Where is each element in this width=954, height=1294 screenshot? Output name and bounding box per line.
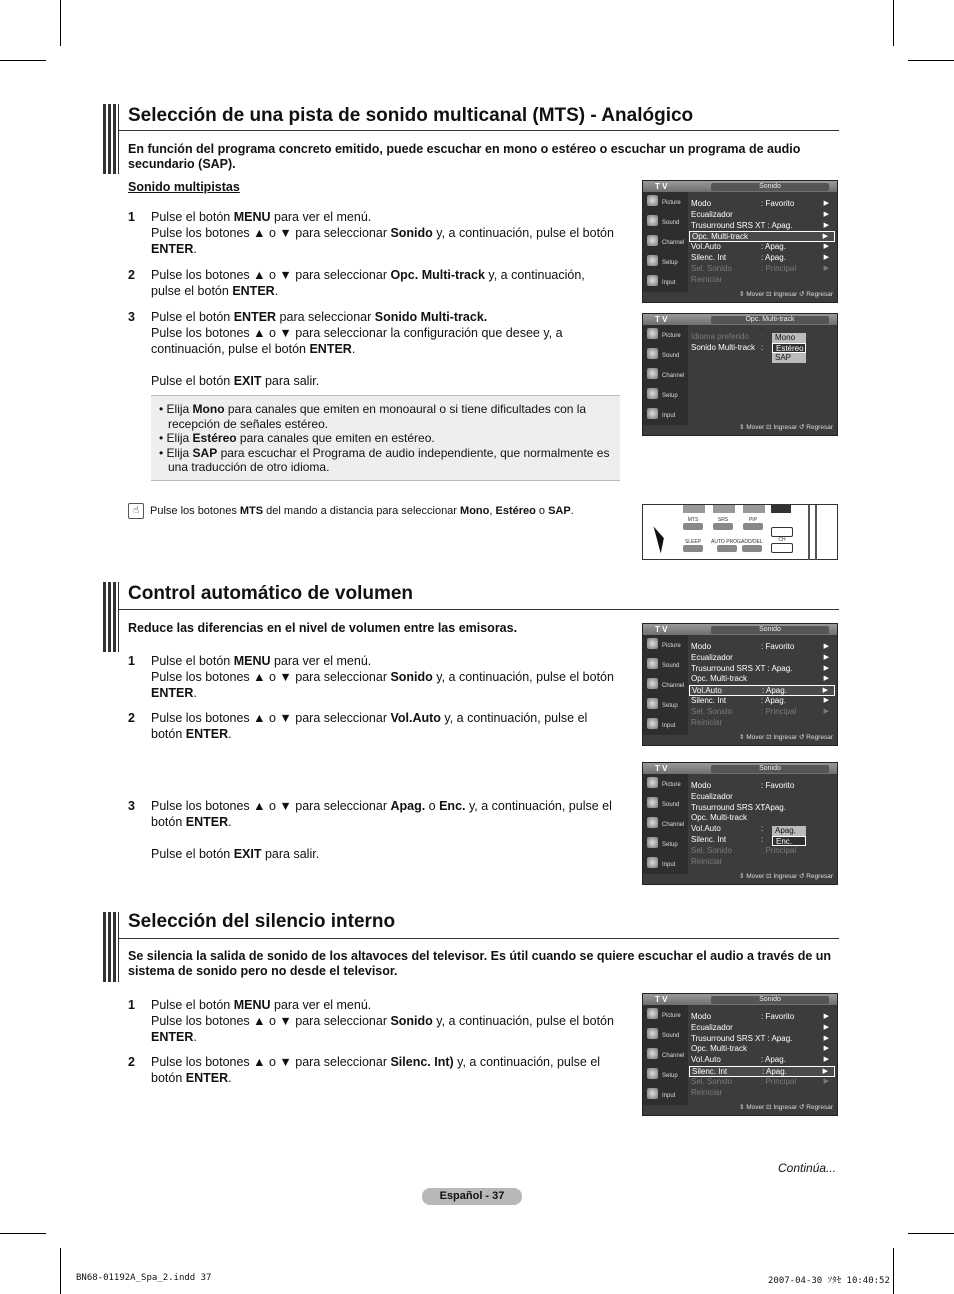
section-bar <box>103 104 119 174</box>
tv-menu-row <box>689 332 835 343</box>
tv-row-label: Silenc. Int <box>691 252 727 262</box>
tv-row-label: Opc. Multi-track <box>692 232 749 242</box>
tv-row-value: : Favorito <box>761 199 795 208</box>
tv-row-value: : Principal <box>761 1076 797 1086</box>
tv-menu-footer: ⇕ Mover ⊡ Ingresar ↺ Regresar <box>738 734 833 741</box>
tv-sidebar-label: Sound <box>662 220 680 226</box>
tv-sidebar-label: Setup <box>662 260 678 266</box>
tv-option: SAP <box>775 353 792 362</box>
tv-sidebar-label: Picture <box>662 1013 681 1019</box>
tv-option: Enc. <box>772 836 806 846</box>
remote-illustration <box>642 504 838 560</box>
tv-menu-rows <box>689 332 835 354</box>
arrow-right-icon: ▶ <box>823 253 829 261</box>
arrow-right-icon: ▶ <box>823 200 829 207</box>
step-text <box>151 830 618 846</box>
tv-menu-row <box>689 1034 835 1045</box>
tv-sidebar-item <box>643 272 688 292</box>
tv-menu-row <box>689 1023 835 1034</box>
tv-sidebar-label: Sound <box>662 1033 680 1039</box>
tv-sidebar-label: Picture <box>662 782 681 788</box>
section-divider <box>119 938 839 939</box>
step-text: Pulse los botones ▲ o ▼ para seleccionar Opc. Multi-track y, a continuación, pulse el botón ENTER. <box>151 268 585 298</box>
tv-menu-footer: ⇕ Mover ⊡ Ingresar ↺ Regresar <box>738 424 833 431</box>
tv-sidebar-label: Setup <box>662 393 678 399</box>
arrow-right-icon: ▶ <box>823 643 829 650</box>
input-icon <box>647 857 658 868</box>
channel-icon <box>647 678 658 689</box>
setup-icon <box>647 255 658 266</box>
tv-menu-header <box>643 763 837 774</box>
tv-menu-row <box>689 1055 835 1066</box>
tv-sidebar-label: Input <box>662 862 676 868</box>
tv-sidebar-label: Sound <box>662 663 680 669</box>
picture-icon <box>647 328 658 339</box>
tv-menu-row <box>689 1012 835 1023</box>
tv-menu-header <box>643 624 837 635</box>
pip-button: PIP <box>743 517 763 530</box>
arrow-right-icon: ▶ <box>823 221 829 229</box>
tv-row-label: Trusurround SRS XT : Apag. <box>691 663 793 673</box>
tv-row-label: Reiniciar <box>691 856 723 866</box>
tv-sidebar <box>643 774 688 874</box>
tv-sidebar-item <box>643 1005 688 1025</box>
tv-sidebar-item <box>643 212 688 232</box>
picture-icon <box>647 777 658 788</box>
step-2 <box>128 267 618 299</box>
tv-menu-row <box>689 696 835 707</box>
arrow-right-icon: ▶ <box>823 1056 829 1064</box>
hand-icon: ☝ <box>128 503 144 519</box>
tv-menu-row <box>689 253 835 264</box>
section-title-mts: Selección de una pista de sonido multicanal (MTS) - Analógico <box>128 105 694 126</box>
tv-row-label: Vol.Auto <box>692 686 722 696</box>
section-intro-silence: Se silencia la salida de sonido de los altavoces del televisor. Es útil cuando se quiere escuchar el audio a través de un sistema de sonido pero no desde el televisor. <box>128 949 832 978</box>
tv-sidebar-label: Setup <box>662 1073 678 1079</box>
tv-sidebar-item <box>643 365 688 385</box>
tv-row-label: Silenc. Int <box>691 695 727 705</box>
section-bar <box>103 582 119 652</box>
arrow-right-icon: ▶ <box>823 243 829 251</box>
tv-sidebar-label: Input <box>662 723 676 729</box>
step-text: Pulse los botones ▲ o ▼ para seleccionar Silenc. Int) y, a continuación, pulse el botón ENTER. <box>151 1055 601 1085</box>
input-icon <box>647 1088 658 1099</box>
tv-menu-footer: ⇕ Mover ⊡ Ingresar ↺ Regresar <box>738 1104 833 1111</box>
tv-row-label: Sel. Sonido <box>691 845 732 855</box>
picture-icon <box>647 1008 658 1019</box>
tv-menu-screen <box>642 762 838 885</box>
tv-menu-screen <box>642 313 838 436</box>
tv-menu-row <box>689 642 835 653</box>
picture-icon <box>647 638 658 649</box>
section-title-auto-volume: Control automático de volumen <box>128 583 414 604</box>
tv-row-value: : Apag. <box>762 686 787 696</box>
arrow-right-icon: ▶ <box>823 1045 829 1053</box>
tv-sidebar <box>643 325 688 425</box>
tv-sidebar-item <box>643 232 688 252</box>
sound-icon <box>647 348 658 359</box>
tv-menu-row <box>689 813 835 824</box>
tv-row-label: Ecualizador <box>691 1022 733 1032</box>
tv-sidebar-item <box>643 715 688 735</box>
tv-menu-title: Sonido <box>711 626 829 634</box>
step-number: 2 <box>128 1055 135 1069</box>
tv-row-value: : Apag. <box>761 1055 786 1065</box>
tv-row-label: Reiniciar <box>691 717 723 727</box>
tv-row-label: Modo <box>691 1012 712 1021</box>
tv-row-label: Modo <box>691 781 712 790</box>
tv-sidebar-item <box>643 252 688 272</box>
tv-sidebar-item <box>643 675 688 695</box>
arrow-right-icon: ▶ <box>823 264 829 272</box>
step-3 <box>128 309 618 389</box>
tv-sidebar-item <box>643 695 688 715</box>
tv-menu-row <box>689 264 835 275</box>
tv-menu-rows <box>689 642 835 728</box>
slug-date: 2007-04-30 ｿﾀｾ 10:40:52 <box>768 1276 890 1286</box>
subhead-multipistas: Sonido multipistas <box>128 180 240 194</box>
tv-options-list <box>772 826 806 846</box>
continued-label: Continúa... <box>778 1161 837 1175</box>
input-icon <box>647 718 658 729</box>
tv-row-value: : Favorito <box>761 1012 795 1021</box>
tv-menu-title: Sonido <box>711 996 829 1004</box>
step-number: 3 <box>128 310 135 324</box>
step-1 <box>128 209 618 257</box>
channel-icon <box>647 1048 658 1059</box>
tv-row-label: Sel. Sonido <box>691 1076 732 1086</box>
tv-menu-row <box>689 707 835 718</box>
tv-row-label: Trusurround SRS XT <box>691 802 766 812</box>
tv-row-value: : <box>761 834 764 844</box>
arrow-right-icon: ▶ <box>823 1023 829 1031</box>
tv-sidebar-label: Picture <box>662 333 681 339</box>
tv-row-label: Sonido Multi-track <box>691 342 756 352</box>
channel-icon <box>647 368 658 379</box>
tv-menu-header <box>643 314 837 325</box>
step-text: Pulse los botones ▲ o ▼ para seleccionar Sonido y, a continuación, pulse el botón ENTER. <box>151 226 614 256</box>
tv-row-label: Vol.Auto <box>691 242 721 252</box>
tv-menu-row <box>689 199 835 210</box>
step-text: Pulse el botón EXIT para salir. <box>151 374 320 388</box>
tv-row-label: Opc. Multi-track <box>691 674 748 684</box>
tv-sidebar <box>643 635 688 735</box>
setup-icon <box>647 837 658 848</box>
tv-menu-row <box>689 275 835 286</box>
tv-sidebar-item <box>643 655 688 675</box>
tv-row-label: Sel. Sonido <box>691 706 732 716</box>
tv-sidebar-label: Picture <box>662 200 681 206</box>
tv-row-value: : Apag. <box>761 695 786 705</box>
tv-row-label: Ecualizador <box>691 791 733 801</box>
slug-file: BN68-01192A_Spa_2.indd 37 <box>76 1273 212 1283</box>
tv-menu-row <box>689 803 835 814</box>
tv-menu-row <box>689 653 835 664</box>
tv-menu-row <box>689 1044 835 1055</box>
tv-sidebar-item <box>643 854 688 874</box>
tv-menu-footer: ⇕ Mover ⊡ Ingresar ↺ Regresar <box>738 291 833 298</box>
tv-sidebar-label: Channel <box>662 1053 685 1059</box>
tv-menu-row <box>689 674 835 685</box>
tv-row-value: : Favorito <box>761 642 795 651</box>
tv-menu-row <box>689 718 835 729</box>
tv-sidebar-item <box>643 635 688 655</box>
tv-row-value: : <box>761 332 764 341</box>
tv-row-value: : Favorito <box>761 781 795 790</box>
tv-row-value: : Apag. <box>762 1066 787 1076</box>
tv-options-list <box>772 333 806 363</box>
tv-sidebar-item <box>643 1025 688 1045</box>
tv-row-label: Silenc. Int <box>692 1066 728 1076</box>
tv-menu-row <box>689 846 835 857</box>
tv-row-value: : Apag. <box>761 252 786 262</box>
arrow-right-icon: ▶ <box>822 1067 828 1075</box>
tv-row-value: : Apag. <box>761 802 786 812</box>
tv-menu-row <box>689 1088 835 1099</box>
section-intro-auto-volume: Reduce las diferencias en el nivel de volumen entre las emisoras. <box>128 621 518 635</box>
setup-icon <box>647 388 658 399</box>
tv-row-label: Silenc. Int <box>691 834 727 844</box>
tv-sidebar-item <box>643 385 688 405</box>
tv-menu-row <box>689 835 835 846</box>
tv-menu-row <box>689 1077 835 1088</box>
tv-row-label: Sel. Sonido <box>691 263 732 273</box>
tv-row-value: : <box>761 824 764 834</box>
page-number: Español - 37 <box>422 1188 522 1205</box>
tv-sidebar-label: Input <box>662 1093 676 1099</box>
tv-row-value: : Principal <box>761 845 797 855</box>
tv-menu-header <box>643 181 837 192</box>
step-2 <box>128 1054 618 1086</box>
tv-menu-screen <box>642 623 838 746</box>
tv-menu-row <box>689 781 835 792</box>
tv-row-value: : <box>761 342 764 352</box>
tv-row-label: Opc. Multi-track <box>691 813 748 823</box>
setup-icon <box>647 1068 658 1079</box>
step-number: 2 <box>128 711 135 725</box>
tv-label: T V <box>655 315 668 324</box>
ch-button: CH <box>771 527 793 553</box>
tv-row-label: Vol.Auto <box>691 1055 721 1065</box>
tv-sidebar <box>643 1005 688 1105</box>
tv-row-label: Reiniciar <box>691 274 723 284</box>
step-text: Pulse el botón ENTER para seleccionar Sonido Multi-track. <box>151 310 488 324</box>
arrow-right-icon: ▶ <box>823 675 829 683</box>
step-text: Pulse los botones ▲ o ▼ para seleccionar la configuración que desee y, a continuación, pulse el botón ENTER. <box>151 326 563 356</box>
step-number: 1 <box>128 210 135 224</box>
tv-option: Mono <box>775 333 796 342</box>
arrow-right-icon: ▶ <box>823 707 829 715</box>
tv-row-label: Ecualizador <box>691 652 733 662</box>
tv-row-label: Vol.Auto <box>691 824 721 834</box>
tv-sidebar-label: Sound <box>662 802 680 808</box>
note-item: • Elija SAP para escuchar el Programa de audio independiente, que normalmente es una traducción de otro idioma. <box>159 445 610 474</box>
arrow-right-icon: ▶ <box>823 696 829 704</box>
tv-sidebar-label: Setup <box>662 703 678 709</box>
step-3 <box>128 798 618 862</box>
tv-menu-row <box>689 664 835 675</box>
tv-row-value: : Principal <box>761 263 797 273</box>
step-number: 1 <box>128 654 135 668</box>
tv-row-label: Idioma preferido <box>691 332 749 341</box>
tv-sidebar-item <box>643 405 688 425</box>
note-item: • Elija Mono para canales que emiten en monoaural o si tiene dificultades con la recepción de señales estéreo. <box>159 402 587 431</box>
tv-menu-row <box>689 857 835 868</box>
step-number: 2 <box>128 268 135 282</box>
step-text <box>151 357 618 373</box>
tv-row-label: Modo <box>691 642 712 651</box>
tv-sidebar-label: Input <box>662 413 676 419</box>
setup-icon <box>647 698 658 709</box>
tv-menu-row <box>689 824 835 835</box>
tv-option: Estéreo <box>772 343 806 353</box>
channel-icon <box>647 235 658 246</box>
remote-note: ☝ Pulse los botones MTS del mando a distancia para seleccionar Mono, Estéreo o SAP. <box>128 503 618 519</box>
tv-menu-title: Sonido <box>711 183 829 191</box>
step-text: Pulse los botones ▲ o ▼ para seleccionar Sonido y, a continuación, pulse el botón ENTER. <box>151 1014 614 1044</box>
arrow-right-icon: ▶ <box>822 687 828 695</box>
sound-icon <box>647 658 658 669</box>
mts-button: MTS <box>683 517 703 530</box>
tv-label: T V <box>655 625 668 634</box>
tv-label: T V <box>655 995 668 1004</box>
step-text: Pulse el botón MENU para ver el menú. <box>151 210 372 224</box>
tv-sidebar-item <box>643 1085 688 1105</box>
tv-menu-row <box>689 792 835 803</box>
tv-menu-rows <box>689 199 835 285</box>
tv-menu-screen <box>642 993 838 1116</box>
step-text: Pulse los botones ▲ o ▼ para seleccionar Apag. o Enc. y, a continuación, pulse el botón ENTER. <box>151 799 612 829</box>
step-number: 1 <box>128 998 135 1012</box>
tv-menu-row <box>689 231 835 242</box>
tv-menu-row <box>689 242 835 253</box>
arrow-right-icon: ▶ <box>823 653 829 661</box>
arrow-right-icon: ▶ <box>823 664 829 672</box>
arrow-right-icon: ▶ <box>823 1013 829 1020</box>
tv-row-label: Reiniciar <box>691 1087 723 1097</box>
tv-sidebar-item <box>643 834 688 854</box>
step-1 <box>128 997 618 1045</box>
sleep-button: SLEEP <box>683 539 703 552</box>
tv-row-label: Opc. Multi-track <box>691 1044 748 1054</box>
tv-sidebar <box>643 192 688 292</box>
tv-menu-row <box>689 210 835 221</box>
tv-menu-footer: ⇕ Mover ⊡ Ingresar ↺ Regresar <box>738 873 833 880</box>
section-intro-mts: En función del programa concreto emitido, puede escuchar en mono o estéreo o escuchar un programa de audio secundario (SAP). <box>128 142 801 171</box>
picture-icon <box>647 195 658 206</box>
tv-sidebar-label: Setup <box>662 842 678 848</box>
step-text: Pulse el botón MENU para ver el menú. <box>151 998 372 1012</box>
tv-sidebar-label: Channel <box>662 822 685 828</box>
tv-menu-title: Opc. Multi-track <box>711 316 829 324</box>
tv-label: T V <box>655 764 668 773</box>
sound-icon <box>647 797 658 808</box>
add-del-button: ADD/DEL <box>741 539 763 552</box>
tv-menu-row <box>689 221 835 232</box>
step-text: Pulse los botones ▲ o ▼ para seleccionar Sonido y, a continuación, pulse el botón ENTER. <box>151 670 614 700</box>
tv-sidebar-label: Sound <box>662 353 680 359</box>
step-text: Pulse los botones ▲ o ▼ para seleccionar Vol.Auto y, a continuación, pulse el botón ENTER. <box>151 711 588 741</box>
section-title-silence: Selección del silencio interno <box>128 911 396 932</box>
step-number: 3 <box>128 799 135 813</box>
tv-row-label: Trusurround SRS XT : Apag. <box>691 220 793 230</box>
tv-row-label: Modo <box>691 199 712 208</box>
arrow-right-icon: ▶ <box>823 1034 829 1042</box>
tv-sidebar-item <box>643 192 688 212</box>
tv-menu-row <box>689 1066 835 1077</box>
tv-sidebar-item <box>643 794 688 814</box>
section-divider <box>119 609 839 610</box>
tv-menu-row <box>689 685 835 696</box>
section-bar <box>103 912 119 982</box>
tv-row-value: : Principal <box>761 706 797 716</box>
note-box <box>151 395 620 481</box>
tv-sidebar-item <box>643 325 688 345</box>
input-icon <box>647 275 658 286</box>
tv-row-value: : Apag. <box>761 242 786 252</box>
tv-sidebar-label: Picture <box>662 643 681 649</box>
tv-row-label: Ecualizador <box>691 209 733 219</box>
step-text: Pulse el botón MENU para ver el menú. <box>151 654 372 668</box>
tv-menu-screen <box>642 180 838 303</box>
tv-menu-row <box>689 343 835 354</box>
auto-prog-button: AUTO PROG. <box>711 539 742 552</box>
tv-sidebar-label: Channel <box>662 240 685 246</box>
tv-menu-header <box>643 994 837 1005</box>
tv-label: T V <box>655 182 668 191</box>
step-text: Pulse el botón EXIT para salir. <box>151 847 320 861</box>
tv-sidebar-item <box>643 814 688 834</box>
tv-sidebar-item <box>643 1065 688 1085</box>
tv-sidebar-item <box>643 345 688 365</box>
step-2 <box>128 710 618 742</box>
tv-sidebar-label: Channel <box>662 373 685 379</box>
tv-sidebar-item <box>643 1045 688 1065</box>
tv-sidebar-label: Channel <box>662 683 685 689</box>
arrow-right-icon: ▶ <box>823 210 829 218</box>
input-icon <box>647 408 658 419</box>
channel-icon <box>647 817 658 828</box>
tv-menu-rows <box>689 781 835 867</box>
arrow-right-icon: ▶ <box>822 233 828 241</box>
arrow-right-icon: ▶ <box>823 1077 829 1085</box>
sound-icon <box>647 215 658 226</box>
srs-button: SRS <box>713 517 733 530</box>
note-item: • Elija Estéreo para canales que emiten en estéreo. <box>159 431 435 445</box>
tv-option: Apag. <box>775 826 796 835</box>
tv-sidebar-item <box>643 774 688 794</box>
section-divider <box>119 130 839 131</box>
tv-menu-title: Sonido <box>711 765 829 773</box>
sound-icon <box>647 1028 658 1039</box>
tv-sidebar-label: Input <box>662 280 676 286</box>
step-1 <box>128 653 618 701</box>
tv-row-label: Trusurround SRS XT : Apag. <box>691 1033 793 1043</box>
tv-menu-rows <box>689 1012 835 1098</box>
